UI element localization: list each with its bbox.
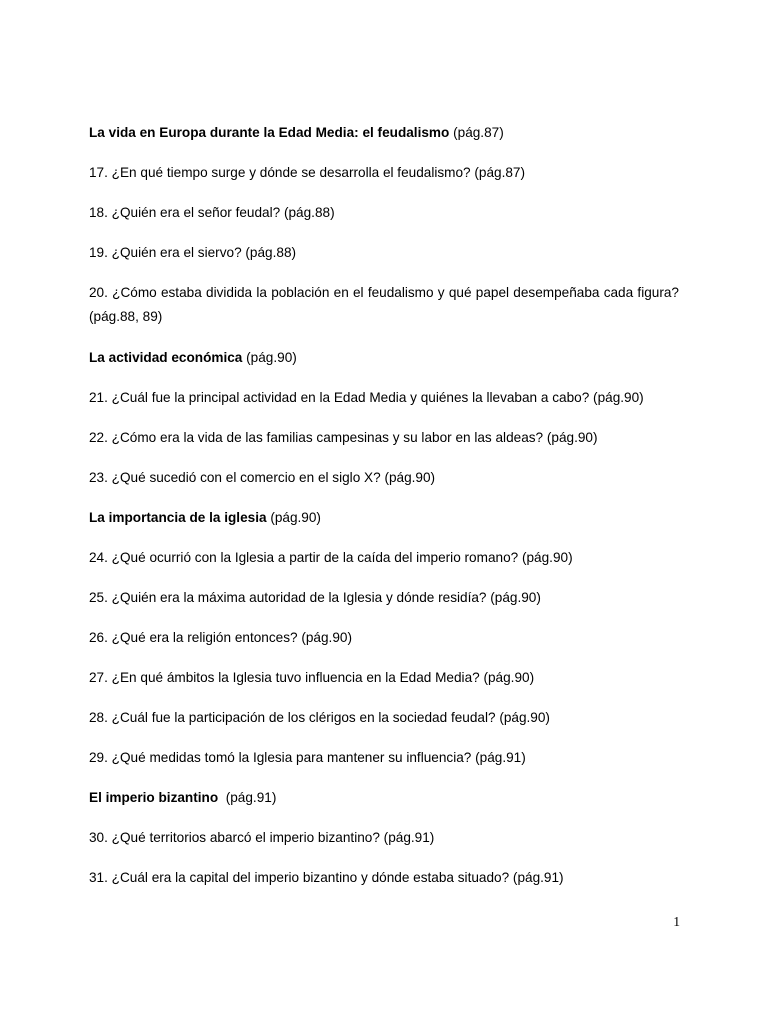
question-item: 24. ¿Qué ocurrió con la Iglesia a partir de la caída del imperio romano? (pág.90): [89, 550, 573, 565]
question-item: 27. ¿En qué ámbitos la Iglesia tuvo influencia en la Edad Media? (pág.90): [89, 670, 535, 685]
question-item: 30. ¿Qué territorios abarcó el imperio bizantino? (pág.91): [89, 830, 435, 845]
question-item: 25. ¿Quién era la máxima autoridad de la Iglesia y dónde residía? (pág.90): [89, 590, 541, 605]
question-item: 21. ¿Cuál fue la principal actividad en la Edad Media y quiénes la llevaban a cabo? (pág.90): [89, 390, 644, 405]
section-heading-title: La actividad económica: [89, 350, 243, 365]
question-item: 29. ¿Qué medidas tomó la Iglesia para mantener su influencia? (pág.91): [89, 750, 526, 765]
page-number: 1: [673, 914, 680, 929]
question-item: 18. ¿Quién era el señor feudal? (pág.88): [89, 205, 335, 220]
section-heading: [89, 786, 679, 810]
section-heading: [89, 121, 679, 145]
section-heading-title: El imperio bizantino: [89, 790, 219, 805]
section-heading-page-ref: (pág.90): [242, 350, 297, 365]
section-heading-page-ref: (pág.90): [266, 510, 321, 525]
question-item: 17. ¿En qué tiempo surge y dónde se desarrolla el feudalismo? (pág.87): [89, 165, 526, 180]
question-item: 23. ¿Qué sucedió con el comercio en el siglo X? (pág.90): [89, 470, 436, 485]
section-heading: [89, 506, 679, 530]
question-item: 20. ¿Cómo estaba dividida la población en el feudalismo y qué papel desempeñaba cada figura? (pág.88, 89): [89, 285, 679, 324]
section-heading-title: La importancia de la iglesia: [89, 510, 267, 525]
question-item: 26. ¿Qué era la religión entonces? (pág.90): [89, 630, 352, 645]
question-item: 22. ¿Cómo era la vida de las familias campesinas y su labor en las aldeas? (pág.90): [89, 430, 598, 445]
question-item: 31. ¿Cuál era la capital del imperio bizantino y dónde estaba situado? (pág.91): [89, 870, 564, 885]
section-heading: [89, 346, 679, 370]
question-item: 28. ¿Cuál fue la participación de los clérigos en la sociedad feudal? (pág.90): [89, 710, 550, 725]
section-heading-page-ref: (pág.91): [218, 790, 277, 805]
section-heading-title: La vida en Europa durante la Edad Media: el feudalismo: [89, 125, 450, 140]
section-heading-page-ref: (pág.87): [449, 125, 504, 140]
question-item: 19. ¿Quién era el siervo? (pág.88): [89, 245, 297, 260]
